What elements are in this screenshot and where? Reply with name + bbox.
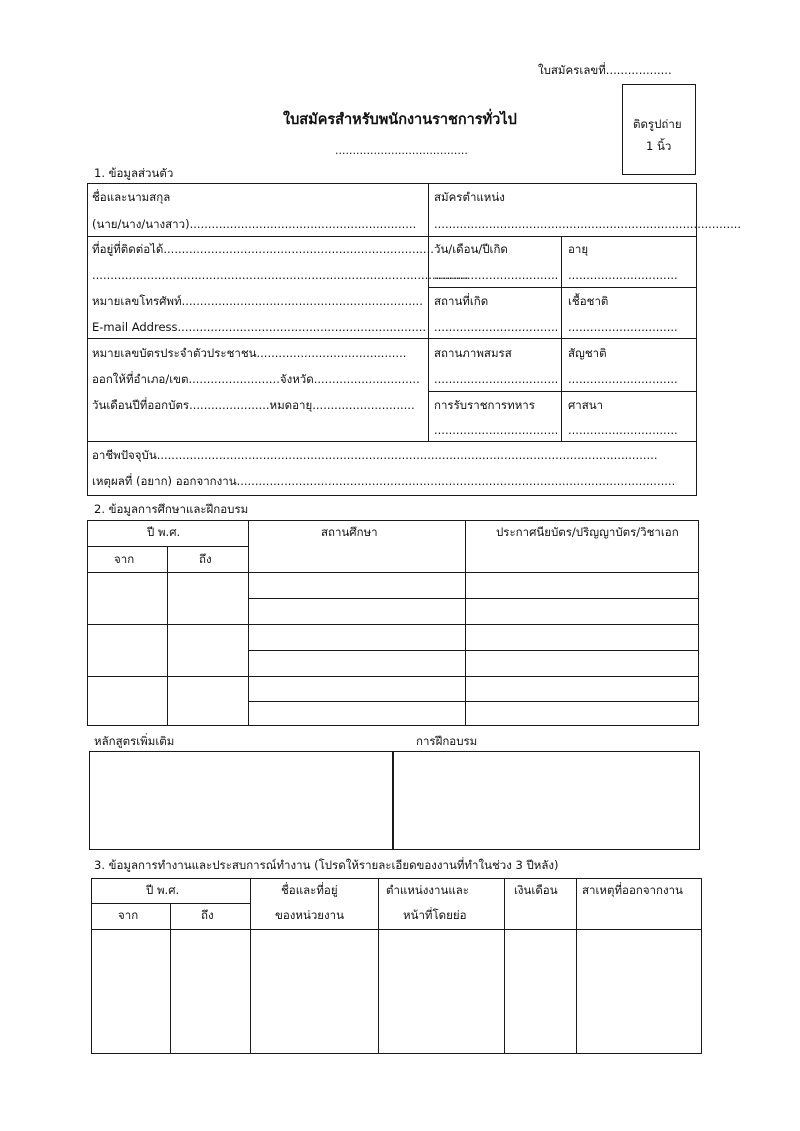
page-title: ใบสมัครสำหรับพนักงานราชการทั่วไป xyxy=(283,112,517,128)
extra-course-box[interactable] xyxy=(89,751,393,850)
work-col-position-line2: หน้าที่โดยย่อ xyxy=(403,908,467,922)
photo-box[interactable] xyxy=(622,84,696,175)
edu-col-to: ถึง xyxy=(199,552,212,566)
photo-label-line1: ติดรูปถ่าย xyxy=(633,117,682,131)
edu-col-from: จาก xyxy=(114,552,135,566)
work-col-year: ปี พ.ศ. xyxy=(146,883,180,897)
subtitle-dots: ...................................... xyxy=(335,144,468,157)
edu-col-year: ปี พ.ศ. xyxy=(147,525,181,539)
edu-cell-to-2[interactable] xyxy=(168,625,247,675)
birthdate-label: วัน/เดือน/ปีเกิด xyxy=(434,242,508,256)
birthdate-field[interactable]: .................................. xyxy=(434,268,559,282)
address-field[interactable]: ที่อยู่ที่ติดต่อได้.......................................................................... xyxy=(92,242,434,256)
training-label: การฝึกอบรม xyxy=(416,734,478,748)
work-cell-to[interactable] xyxy=(171,930,249,1053)
religion-label: ศาสนา xyxy=(568,398,604,412)
nationality-label: สัญชาติ xyxy=(568,346,607,360)
work-col-reason: สาเหตุที่ออกจากงาน xyxy=(582,883,683,897)
application-number[interactable]: ใบสมัครเลขที่.................. xyxy=(538,63,672,77)
nationality-field[interactable]: .............................. xyxy=(568,372,678,386)
work-col-org-line1: ชื่อและที่อยู่ xyxy=(281,883,338,897)
phone-field[interactable]: หมายเลขโทรศัพท์.................................................................. xyxy=(92,294,423,308)
reason-field[interactable]: เหตุผลที่ (อยาก) ออกจากงาน........................................................................................................................ xyxy=(92,474,676,488)
edu-col-degree: ประกาศนียบัตร/ปริญญาบัตร/วิชาเอก xyxy=(496,525,679,539)
birthplace-field[interactable]: .................................. xyxy=(434,320,559,334)
military-label: การรับราชการทหาร xyxy=(434,398,535,412)
position-label: สมัครตำแหน่ง xyxy=(434,190,505,204)
position-field[interactable]: .................................................................................... xyxy=(434,217,742,231)
edu-cell-to-3[interactable] xyxy=(168,677,247,725)
work-cell-from[interactable] xyxy=(92,930,169,1053)
name-label: ชื่อและนามสกุล xyxy=(92,190,171,204)
religion-field[interactable]: .............................. xyxy=(568,423,678,437)
race-field[interactable]: .............................. xyxy=(568,320,678,334)
section2-heading: 2. ข้อมูลการศึกษาและฝึกอบรม xyxy=(94,502,249,516)
name-field[interactable]: (นาย/นาง/นางสาว).............................................................. xyxy=(92,217,417,231)
age-field[interactable]: .............................. xyxy=(568,268,678,282)
occupation-field[interactable]: อาชีพปัจจุบัน......................................................................................................................................... xyxy=(92,448,658,462)
age-label: อายุ xyxy=(568,242,589,256)
work-col-to: ถึง xyxy=(201,908,214,922)
military-field[interactable]: .................................. xyxy=(434,423,559,437)
work-col-position-line1: ตำแหน่งงานและ xyxy=(386,883,469,897)
photo-label-line2: 1 นิ้ว xyxy=(646,139,672,153)
training-box[interactable] xyxy=(393,751,700,850)
marital-label: สถานภาพสมรส xyxy=(434,346,512,360)
work-cell-org[interactable] xyxy=(251,930,377,1053)
birthplace-label: สถานที่เกิด xyxy=(434,294,489,308)
issued-date-field[interactable]: วันเดือนปีที่ออกบัตร......................หมดอายุ............................ xyxy=(92,398,415,412)
section3-heading: 3. ข้อมูลการทำงานและประสบการณ์ทำงาน (โปรดให้รายละเอียดของงานที่ทำในช่วง 3 ปีหลัง) xyxy=(94,858,559,872)
edu-cell-from-2[interactable] xyxy=(88,625,166,675)
work-cell-position[interactable] xyxy=(379,930,503,1053)
race-label: เชื้อชาติ xyxy=(568,294,609,308)
marital-field[interactable]: .................................. xyxy=(434,372,559,386)
work-col-salary: เงินเดือน xyxy=(514,883,558,897)
work-col-from: จาก xyxy=(118,908,139,922)
edu-cell-to-1[interactable] xyxy=(168,573,247,623)
edu-cell-from-3[interactable] xyxy=(88,677,166,725)
section1-heading: 1. ข้อมูลส่วนตัว xyxy=(94,166,174,180)
idcard-field[interactable]: หมายเลขบัตรประจำตัวประชาชน......................................... xyxy=(92,346,407,360)
address-field-line2[interactable]: ....................................................................................................... xyxy=(92,268,469,282)
work-cell-salary[interactable] xyxy=(505,930,575,1053)
edu-cell-from-1[interactable] xyxy=(88,573,166,623)
extra-course-label: หลักสูตรเพิ่มเติม xyxy=(94,734,175,748)
work-cell-reason[interactable] xyxy=(577,930,701,1053)
edu-col-school: สถานศึกษา xyxy=(321,525,378,539)
email-field[interactable]: E-mail Address.................................................................... xyxy=(92,320,427,334)
work-col-org-line2: ของหน่วยงาน xyxy=(275,908,344,922)
issued-place-field[interactable]: ออกให้ที่อำเภอ/เขต.........................จังหวัด............................. xyxy=(92,372,420,386)
